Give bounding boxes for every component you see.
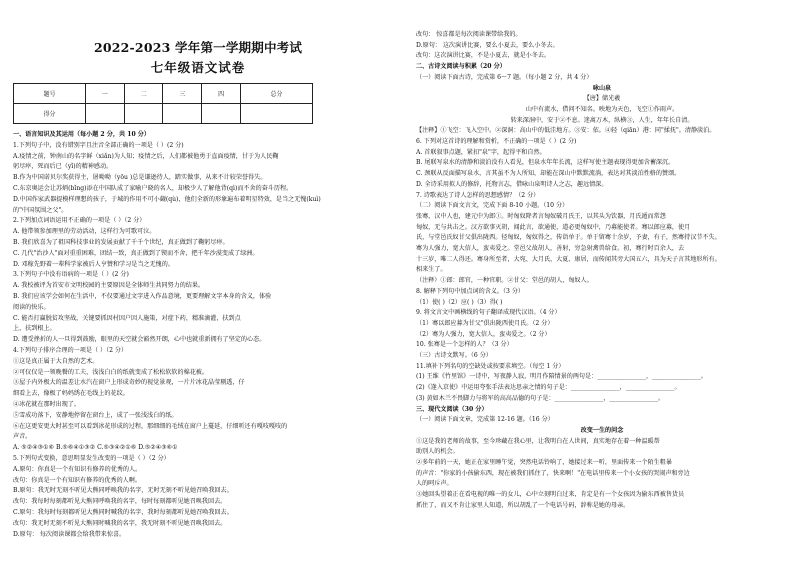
text-line: （二）阅读下面文言文，完成下面 8-10 小题。（10 分） [416, 202, 569, 210]
text-line: 咏山泉 [592, 84, 612, 92]
text-line: ④冰花就在那时出现了。 [13, 401, 81, 408]
text-line: ⑤雪成功落下，安静地停留在窗台上，成了一张浅浅白的纸。 [13, 411, 178, 419]
score-table [13, 83, 313, 124]
text-line: 9. 将文言文中画横线的句子翻译成现代汉语。（4 分） [416, 309, 561, 317]
score-table-header: 题号 [14, 84, 86, 104]
text-line: （一）阅读下面文章，完成第 12-16 题。（16 分） [416, 416, 554, 424]
text-line: 10. 张骞是一个怎样的人？（3 分） [416, 341, 513, 349]
text-line: (2)《逢入京使》中运用夸张手法表达思亲之情的句子是：________________，________________。 [416, 384, 681, 392]
text-line: 改句： 惊喜都是每次阅读课带给我的。 [416, 31, 522, 38]
text-line: 【注释】①飞空：飞入空中。②深洞：高山中的低洼地方。③安：依。④轻（qiān）港：同"揉抚"。清静淡泊。 [416, 127, 716, 135]
text-line: ②多年前的一天，她正在家里睡午觉，突然电话铃响了，她接过来一听，里面传来一个陌生粗暴 [416, 459, 672, 466]
text-line: A. ⑤②④③①⑥ B.⑤⑥④①③② C.⑤③④②①⑥ D.⑤②④③⑥① [13, 444, 178, 452]
text-line: B.原句：我无时无刻不听见大熊同呼唤我的名字，无时无刻不听见她召唤我回去。 [13, 487, 233, 495]
exam-subtitle: 七年级语文试卷 [150, 60, 246, 75]
text-line: （1）使( )（2）应( )（3）得( ) [416, 298, 503, 306]
text-line: B. 我们欣喜为了祖国科技事业的发展贡献了千千个世纪，真正做到了鞠躬尽瘁。 [13, 239, 229, 246]
score-table-header: 总分 [241, 84, 313, 104]
text-line: 一、语言知识及其运用（每小题 2 分，共 10 分） [13, 131, 150, 138]
text-line: D. 遭受挫折的人一旦得到鼓励，眼里的天空就会豁然开朗，心中也就重新拥有了坚定的心态。 [13, 336, 266, 344]
score-cell [202, 104, 241, 124]
text-line: 改句：你真是一个有知识有修养的优秀的人啊。 [13, 476, 141, 484]
text-line: C. 能否打赢脱贫攻坚战，关键要抓因村因户因人施策，对症下药，精准滴灌，扶到点 [13, 314, 241, 322]
text-line: A. 他带领参加理里的劳动活动，这样行为可歌可泣。 [13, 228, 156, 236]
text-line: 抓住了，而又不肯让家里人知道，所以胡乱了一个电话号码，辞称是她的母亲。 [416, 501, 630, 509]
text-line: 2.下列加点词语运用不正确的一项是（ ）（2 分） [13, 217, 146, 225]
text-line: （2）骞为人强力，宽大信人，蛮夷爱之。（2 分） [416, 330, 551, 338]
text-line: 改变一生的问念 [580, 426, 624, 434]
text-line: 助别人的机会。 [416, 448, 459, 456]
text-line: (3) 黄如木兰不畏脚力与将军的高高品德的句子是：________________，________________。 [416, 394, 665, 402]
text-line: D.中国作家武器提模样理想的孩子，于城的作用不可小觑(qù)，他们全新的形象遍布着明星特效，是当之无愧(kuì) [13, 195, 321, 203]
text-line: 5.下列句式变换，意思明显发生改变的一项是（ ）（2 分） [13, 455, 170, 462]
text-line: C. 颈联从反面描写泉水，言其虽不为人所知，却能在深山中默默流淌，表达对其淡泊性格的赞颂。 [416, 170, 681, 178]
text-line: A. 我校被评为首安市文明校园的主要原因是全体师生共同努力的结果。 [13, 282, 205, 290]
text-line: D. 邓稼先野着一辈科学家被后人亨赞和学习是当之无愧的。 [13, 260, 174, 268]
text-line: A.原句：你真是一个有知识有修养的优秀的人。 [13, 465, 142, 473]
score-table-header-row [14, 84, 313, 104]
text-line: D.原句： 这次演讲比赛，要么小夏去，要么小冬去。 [416, 41, 559, 49]
text-line: 7. 诗歌表达了诗人怎样的思想感情？（2 分） [416, 191, 540, 199]
text-line: 1.下列句子中，没有错别字且注音全部正确的一项是（ ）(2 分) [13, 141, 184, 149]
text-line: 改句：我每时每刻都听见大熊同呼唤我的名字，每时每刻都听见她召唤我回去。 [13, 498, 227, 506]
text-line: ③屋子内外极大的温差让水汽在窗户上形成奇妙的视觉景观，一片片冰花晶莹剔透，仔 [13, 379, 245, 387]
text-line: 声音。 [13, 433, 32, 441]
score-table-header: 二 [124, 84, 163, 104]
text-line: 阅读的快乐。 [13, 303, 50, 311]
score-table-header: 三 [163, 84, 202, 104]
text-line: 改句：我无时无刻不听见大熊同时喊我的名字，我无时刻不听见她召唤我回去。 [13, 519, 227, 527]
text-line: C.东京奥运会让苏炳(bǐng)添在中国队成了家喻户晓的名人，却极少人了解他背(qì)而不舍的奋斗历程。 [13, 185, 293, 192]
text-line: D. 全诗采用拟人的修辞，托物言志，借咏山泉明诗人之志，趣远情深。 [416, 180, 608, 188]
text-line: 人的呵斥声。 [416, 480, 453, 488]
text-line: 十三岁，唯二人得还。骞身所至者，大宛、大月氏、大夏、康居，而传闻其旁大国五六，具为天子言其地形所有。 [416, 255, 721, 263]
text-line: 的声音："你家的小孩偷东西，现在被我们抓住了，快来啊！"在电话里传来一个小女孩的哭闹声和旁边 [416, 469, 690, 477]
text-line: 6. 下列对这首诗的理解和赏析，不正确的一项是（ ）(2 分) [416, 138, 577, 145]
right-column [397, 0, 794, 561]
text-line: ⑥在这更安更大时甚至可以看到冰花形成的过程，那细细的毛绒在窗户上蔓延，仔细听还有嘎吱嘎吱的 [13, 422, 288, 430]
score-cell [241, 104, 313, 124]
text-line: 张骞，汉中人也，建元中为郎①。时匈奴降者言匈奴破月氏王，以其头为饮器，月氏遁而常怨 [416, 212, 666, 220]
text-line: 匈奴，无与共击之。汉方欲事灭胡，闻此言，欲通使，道必更匈奴中，乃募能使者。骞以郎应募，使月 [416, 223, 691, 231]
score-table-row-label: 得分 [14, 104, 86, 124]
text-line: C.原句：我每时每刻都听见大熊同时喊我的名字，我时每刻都听见她召唤我回去。 [13, 509, 233, 516]
exam-title: 2022-2023 学年第一学期期中考试 [93, 40, 303, 55]
text-line: 二、古诗文阅读与积累（20 分） [416, 63, 506, 71]
text-line: A. 首联叙事点题，紧扣"泉"字，起得平和自然。 [416, 148, 546, 156]
text-line: 三、现代文阅读（30 分） [416, 405, 488, 413]
text-line: （三）古诗文默写。（6 分） [416, 352, 492, 359]
text-line: 上、扶到根上。 [13, 325, 56, 333]
score-table-score-row [14, 104, 313, 124]
text-line: 3.下列句子中没有语病的一项是（ ）(2 分) [13, 271, 129, 279]
score-cell [85, 104, 124, 124]
score-table-header: 一 [85, 84, 124, 104]
text-line: A.疫情之前，钟南山的名字鲜（xiǎn)为人知；疫情之后，人们都被他勇于直面疫情，甘于为人民鞠 [13, 152, 279, 160]
text-line: 4.下列句子排序合理的一项是（ ）（2 分） [13, 347, 128, 354]
text-line: ②可仅仅是一领晚餐的工夫，浅浅白白的纸就变成了松松软软的棉花被。 [13, 368, 208, 376]
text-line: 的"中国氛围之父"。 [13, 206, 68, 214]
text-line: 躬尽瘁，死而后已（yǐ)的精神感动。 [13, 163, 113, 171]
text-line: 8. 解释下列句中加点词的含义。（3 分） [416, 287, 525, 295]
score-cell [124, 104, 163, 124]
text-line: 转来深洞中，安于②不息。迷离万木，纵横③，人生，年年长自清。 [510, 116, 694, 124]
text-line: 细看上去，像极了妈妈绣在毛线上的花纹。 [13, 390, 129, 398]
text-line: 改句：这次演讲比赛，不是小夏去，就是小冬去。 [416, 52, 551, 60]
text-line: 【唐】储光羲 [583, 95, 621, 103]
text-line: ③她回头望着正在看电视的唯一的女儿，心中立刻明白过来，肯定是有一个女孩因为偷东西被售货员 [416, 491, 685, 499]
text-line: 氏，与堂邑氏奴甘父俱出陇西。径匈奴，匈奴得之，传诣单于。单于留骞十余岁，予妻，有子，然骞持汉节不失。 [416, 234, 721, 242]
text-line: (1) 王维《竹里馆》一诗中，写夜静人寂，明月作陪情景的两句是：________________，________________。 [416, 373, 707, 381]
score-table-header: 四 [202, 84, 241, 104]
text-line: B. 尾联写泉水的清静和淡泊没有人看见，但泉水年年长流，这样写使主题表现得更加含蓄深沉。 [416, 159, 675, 167]
text-line: （1）骞以郎应募为甘父"俱出陇西使月氏。（2 分） [416, 319, 554, 327]
text-line: 骞为人强力，宽大信人，蛮夷爱之。堂邑父故胡人，善射，穷急射禽兽给食。初，骞行时百余人，去 [416, 245, 685, 252]
text-line: 11.填补下列名句的空缺处或按要求填空。（每空 1 分） [416, 362, 565, 370]
text-line: B. 我们应该学会如何在生活中，不仅要通过文字进入作品意境，更要理解文字本身的含义，体验 [13, 293, 272, 300]
text-line: （一）阅读下面古诗，完成第 6～7 题。（每小题 2 分，共 4 分） [416, 73, 593, 81]
text-line: 山中有流水，借问不知名。映地为天色，飞空①作雨声。 [525, 105, 679, 113]
text-line: C. 几代"治沙人"面对重重困难，团结一致，真正做到了锲而不舍，把千年沙漠变成了绿洲。 [13, 249, 259, 257]
text-line: （注释）①郎：郎官，一种官职。②甘父：堂邑的胡人，匈奴人。 [416, 277, 593, 285]
text-line: D.原句： 每次阅读课都会给我带来惊喜。 [13, 530, 126, 538]
text-line: ①这是真正属于大自然的艺术。 [13, 357, 99, 365]
score-cell [163, 104, 202, 124]
text-line: 相来生了。 [416, 266, 447, 274]
text-line: ①这是我的老师的故事，至今珍藏在我心里，让我明白在人世间，真实地存在着一种温暖帮 [416, 437, 660, 445]
text-line: B.作为中国诺贝尔奖获得主，屠呦呦（yōu )总是谦逊待人，踏实做事，从来不计较荣誉得失。 [13, 174, 267, 182]
